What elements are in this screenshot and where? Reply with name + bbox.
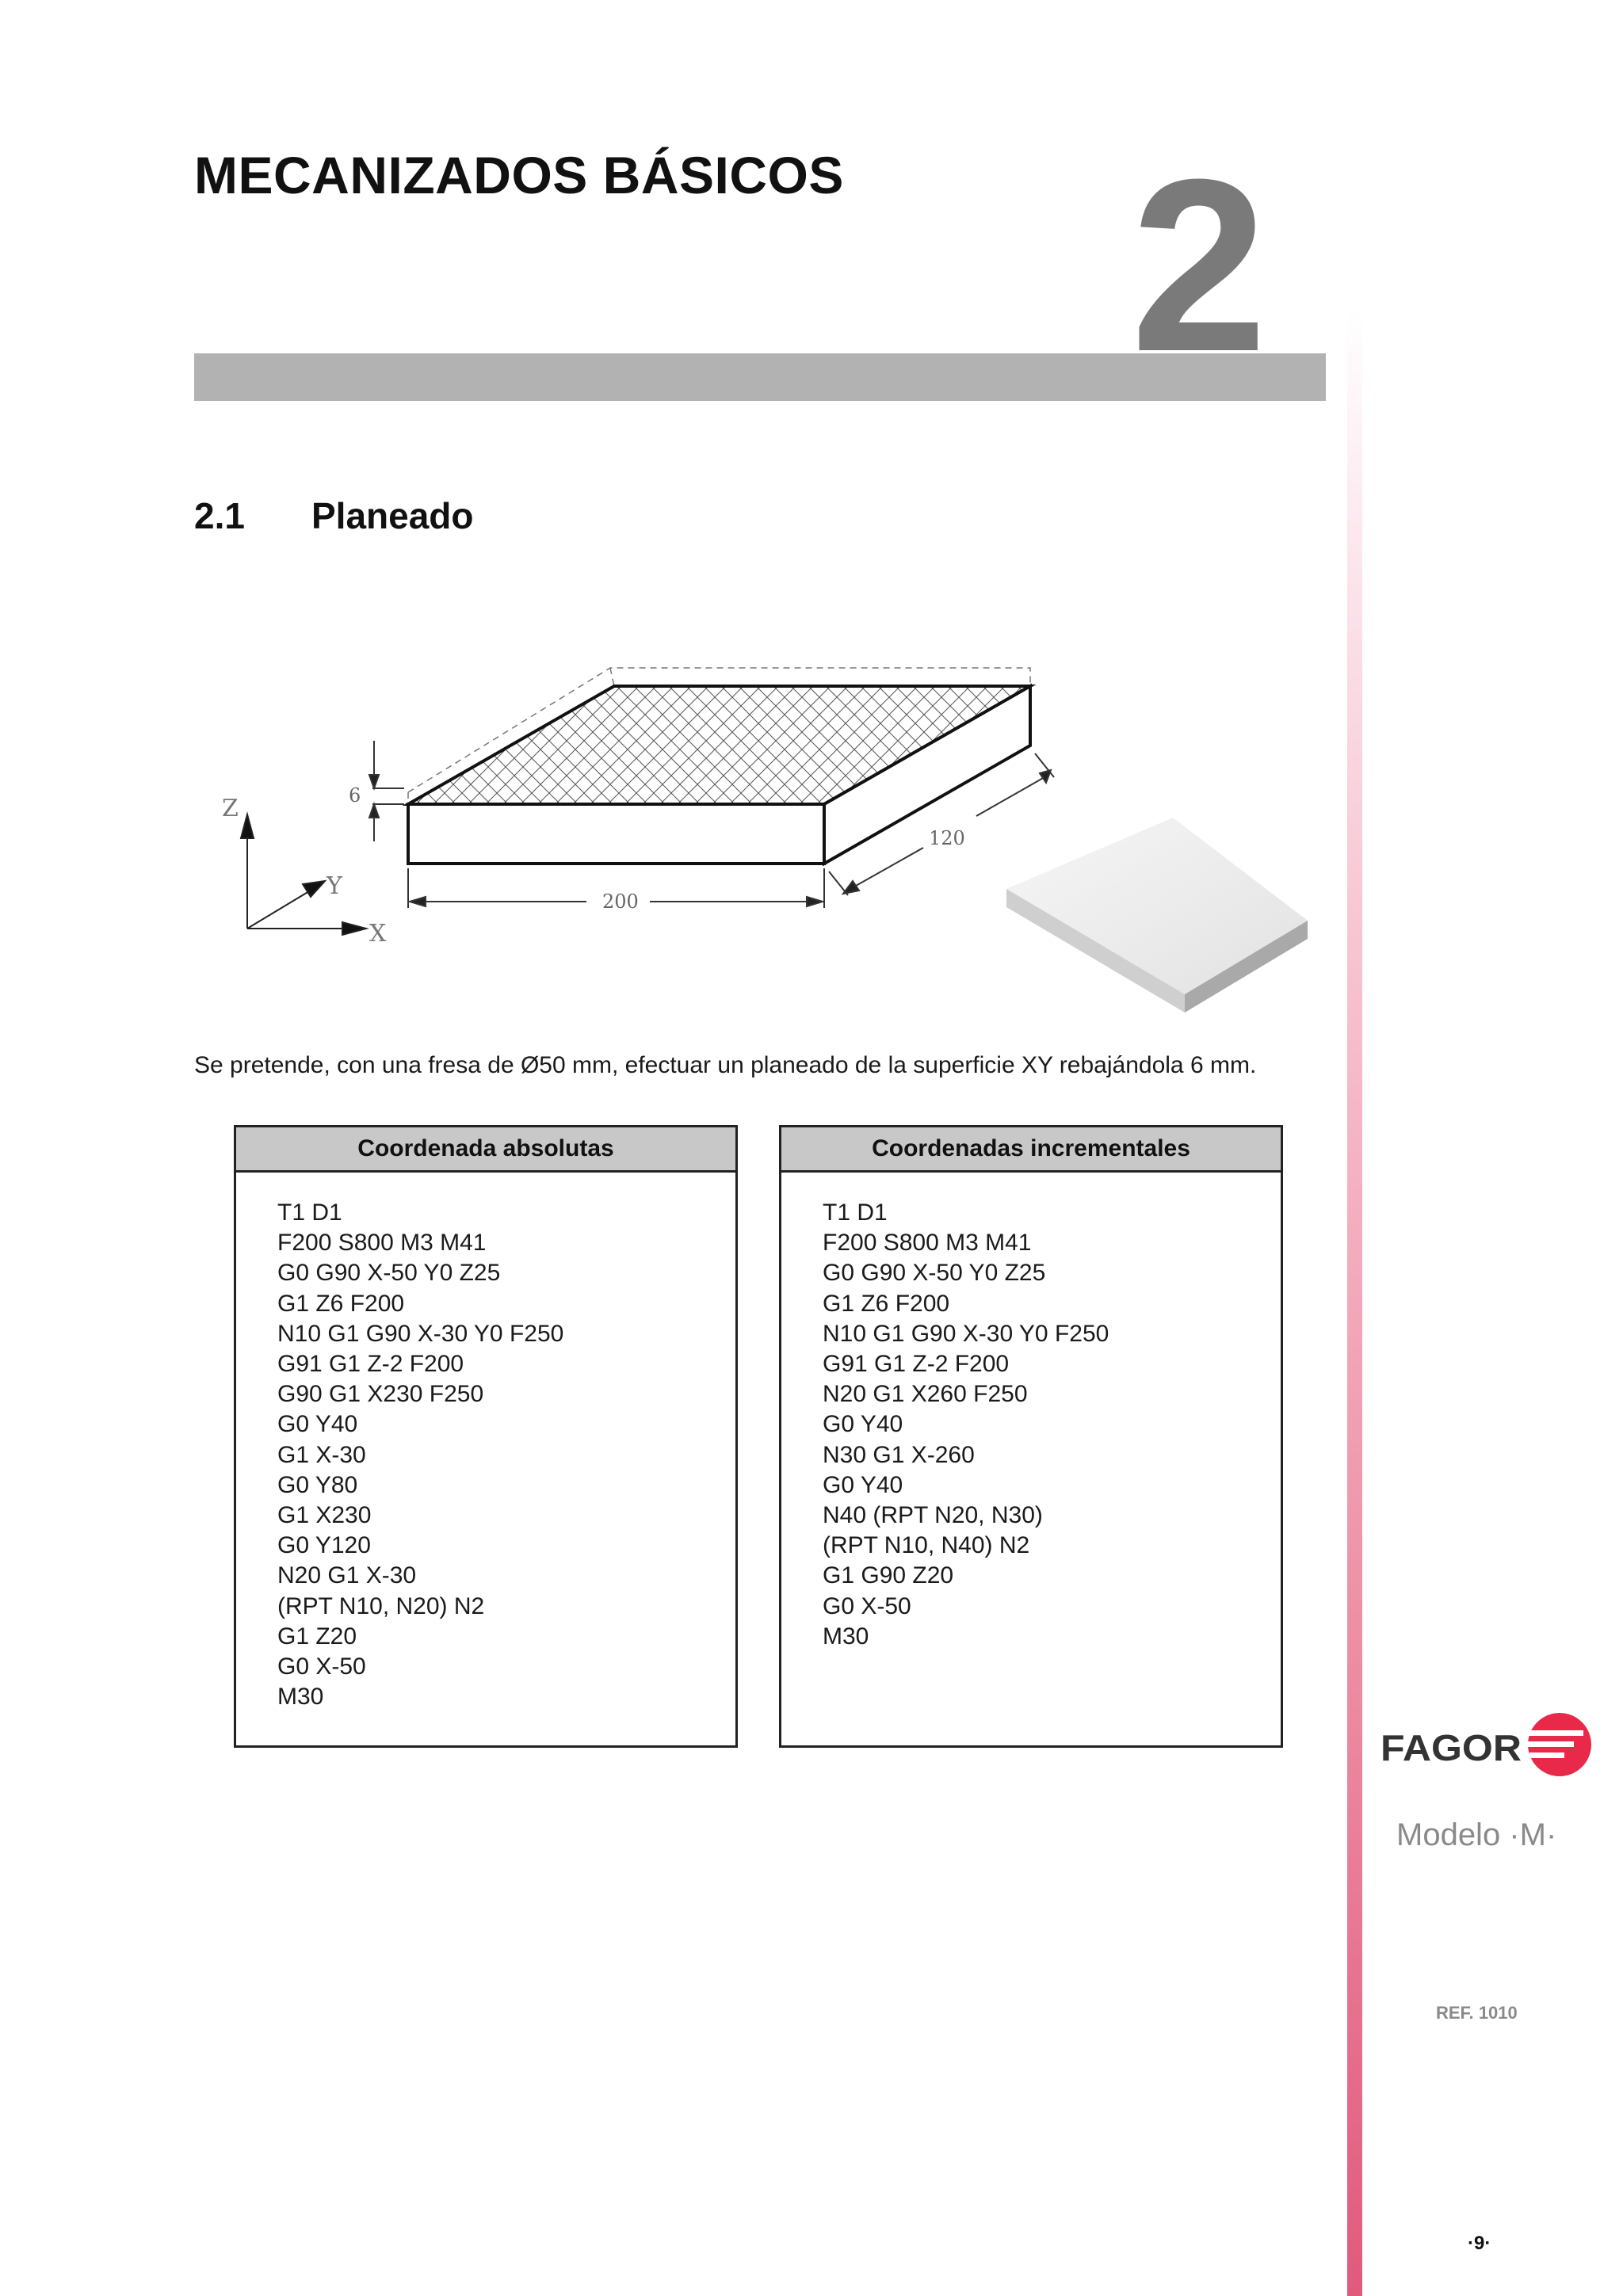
code-line: G1 X-30 [277,1441,366,1468]
code-line: G0 G90 X-50 Y0 Z25 [823,1260,1046,1287]
code-line: G0 Y40 [277,1411,358,1438]
chapter-number: 2 [1130,128,1268,402]
code-line: N10 G1 G90 X-30 Y0 F250 [823,1320,1109,1347]
model-label: Modelo ·M· [1396,1817,1557,1852]
incremental-program-box [779,1125,1283,1748]
code-line: G0 G90 X-50 Y0 Z25 [277,1260,501,1287]
code-line: G1 Z6 F200 [823,1290,950,1317]
description-text: Se pretende, con una fresa de Ø50 mm, efectuar un planeado de la superficie XY rebajándola 6 mm. [194,1052,1257,1078]
fagor-emblem-icon [1526,1713,1591,1776]
dimension-depth-label: 6 [349,784,361,807]
axis-x-label: X [369,920,387,948]
dimension-width-label: 120 [929,827,965,849]
absolute-program-header: Coordenada absolutas [236,1127,735,1173]
code-line: G0 Y80 [277,1471,358,1498]
code-line: F200 S800 M3 M41 [277,1230,487,1257]
code-line: G90 G1 X230 F250 [277,1381,484,1408]
axis-triad [241,814,366,935]
axis-y-label: Y [327,872,342,900]
code-line: T1 D1 [823,1199,888,1226]
code-line: T1 D1 [277,1199,342,1226]
absolute-program-box [234,1125,738,1748]
fagor-logo-text: FAGOR [1381,1727,1522,1768]
front-face [408,804,824,864]
chapter-title: MECANIZADOS BÁSICOS [194,146,844,204]
code-line: G1 G90 Z20 [823,1562,954,1589]
code-line: (RPT N10, N40) N2 [823,1532,1030,1559]
sidebar-stripe [1347,309,1362,2296]
code-line: M30 [823,1623,869,1650]
ref-label [1436,2004,1518,2022]
code-line: N40 (RPT N20, N30) [823,1502,1043,1529]
code-line: M30 [277,1684,324,1711]
code-line: G0 X-50 [823,1592,911,1619]
axis-z-label: Z [222,795,239,822]
page-number: ·9· [1468,2233,1491,2254]
finished-part-rendering [1006,818,1308,1013]
code-line: G91 G1 Z-2 F200 [277,1351,464,1378]
fagor-logo [1377,1711,1591,1783]
incremental-program-lines [781,1173,1281,1652]
dimension-length-label: 200 [602,891,639,913]
code-line: G0 Y40 [823,1471,903,1498]
code-line: N20 G1 X260 F250 [823,1381,1028,1408]
absolute-program-lines [236,1173,735,1712]
section-title: Planeado [311,495,474,536]
code-line: (RPT N10, N20) N2 [277,1592,485,1619]
code-line: N30 G1 X-260 [823,1441,975,1468]
code-line: F200 S800 M3 M41 [823,1230,1032,1257]
code-line: G1 X230 [277,1502,372,1529]
incremental-program-header: Coordenadas incrementales [781,1127,1281,1173]
section-number: 2.1 [194,495,245,536]
code-line: G1 Z6 F200 [277,1290,405,1317]
code-line: G0 X-50 [277,1653,366,1680]
code-line: N20 G1 X-30 [277,1562,417,1589]
planing-diagram [206,650,1323,1022]
code-line: G91 G1 Z-2 F200 [823,1351,1010,1378]
code-line: N10 G1 G90 X-30 Y0 F250 [277,1320,564,1347]
ref-prefix: REF. [1436,2003,1474,2023]
code-line: G1 Z20 [277,1623,357,1650]
depth-dimension [369,741,404,841]
ref-number: 1010 [1478,2003,1518,2023]
code-line: G0 Y40 [823,1411,903,1438]
code-line: G0 Y120 [277,1532,371,1559]
